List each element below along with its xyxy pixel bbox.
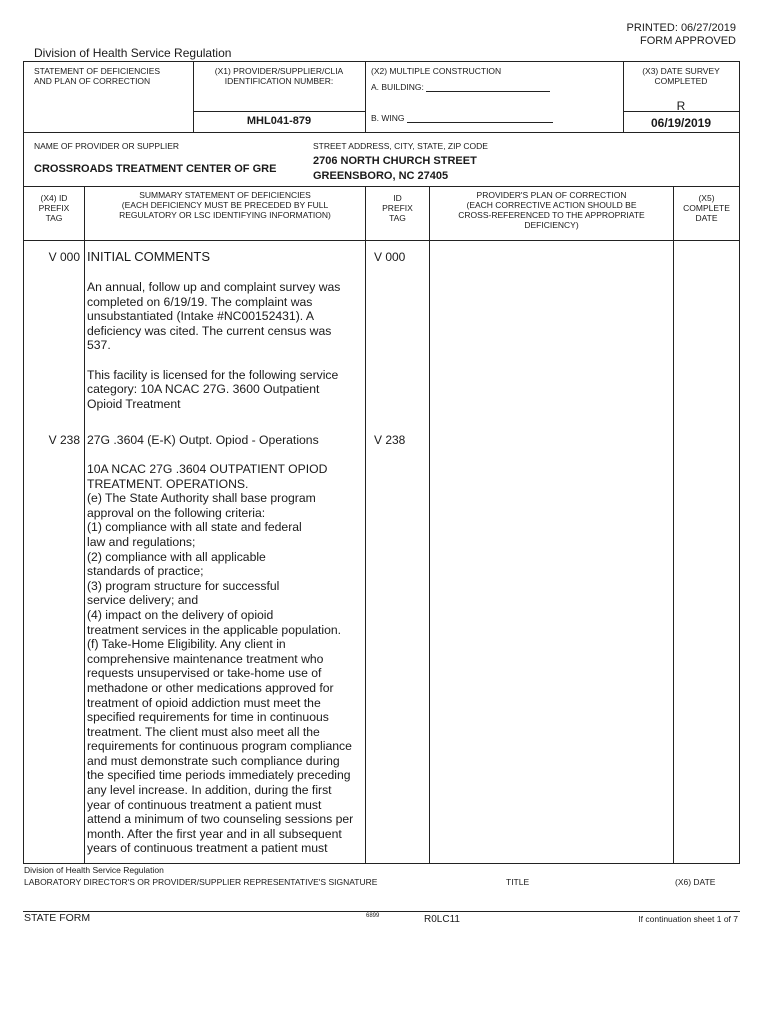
form-code: 6899	[366, 913, 380, 919]
city-state-zip: GREENSBORO, NC 27405	[313, 170, 449, 182]
summary-header: SUMMARY STATEMENT OF DEFICIENCIES (EACH DEFICIENCY MUST BE PRECEDED BY FULL REGULATORY OR LSC IDENTIFYING INFORMATION)	[119, 190, 331, 220]
entry-id-tag: V 000	[374, 250, 406, 264]
provider-id: MHL041-879	[246, 115, 312, 127]
x4-header: (X4) ID PREFIX TAG	[38, 193, 70, 223]
id-header: ID PREFIX TAG	[382, 193, 413, 223]
form-approved: FORM APPROVED	[640, 35, 736, 47]
continuation-note: If continuation sheet 1 of 7	[638, 914, 738, 924]
title-label: TITLE	[506, 877, 530, 887]
sheet-id: R0LC11	[424, 914, 460, 925]
address-label: STREET ADDRESS, CITY, STATE, ZIP CODE	[313, 141, 488, 151]
signature-label: LABORATORY DIRECTOR'S OR PROVIDER/SUPPLIER REPRESENTATIVE'S SIGNATURE	[24, 877, 378, 887]
division-title: Division of Health Service Regulation	[34, 46, 232, 60]
x5-header: (X5) COMPLETE DATE	[683, 193, 730, 223]
footer-division: Division of Health Service Regulation	[24, 865, 164, 875]
state-form: STATE FORM	[24, 912, 91, 924]
entry-text: 10A NCAC 27G .3604 OUTPATIENT OPIOD TREATMENT. OPERATIONS. (e) The State Authority shall base program approval on the following criteria: (1) compliance with all state and federal law and regulations; (2) compliance with all applicable standards of practice; (3) program structure for successful service delivery; and (4) impact on the delivery of opioid treatment services in the applicable population. (f) Take-Home Eligibility. Any client in comprehensive maintenance treatment who requests unsupervised or take-home use of methadone or other medications approved for treatment of opioid addiction must meet the specified requirements for time in continuous treatment. The client must also meet all the requirements for continuous program compliance and must demonstrate such compliance during the specified time periods immediately preceding any level increase. In addition, during the first year of continuous treatment a patient must attend a minimum of two counseling sessions per month. After the first year and in all subsequent years of continuous treatment a patient must	[87, 462, 354, 856]
building-field	[426, 82, 550, 92]
provider-name-label: NAME OF PROVIDER OR SUPPLIER	[34, 141, 179, 151]
x6-date-label: (X6) DATE	[675, 877, 716, 887]
street-address: 2706 NORTH CHURCH STREET	[313, 155, 477, 167]
x1-label: (X1) PROVIDER/SUPPLIER/CLIA IDENTIFICATION NUMBER:	[214, 66, 344, 86]
x3-r: R	[676, 99, 686, 113]
provider-name: CROSSROADS TREATMENT CENTER OF GRE	[34, 163, 277, 175]
x3-label: (X3) DATE SURVEY COMPLETED	[642, 66, 720, 86]
entry-title: INITIAL COMMENTS	[87, 249, 211, 264]
x2-label: (X2) MULTIPLE CONSTRUCTION	[371, 66, 502, 76]
entry-text: An annual, follow up and complaint survey was completed on 6/19/19. The complaint was unsubstantiated (Intake #NC00152431). A deficiency was cited. The current census was 537. This facility is licensed for the following service category: 10A NCAC 27G. 3600 Outpatient Opioid Treatment	[87, 280, 341, 411]
wing-label: B. WING	[371, 113, 405, 123]
entry-tag: V 000	[48, 250, 80, 264]
entry-title: 27G .3604 (E-K) Outpt. Opiod - Operations	[87, 433, 319, 447]
plan-header: PROVIDER'S PLAN OF CORRECTION (EACH CORRECTIVE ACTION SHOULD BE CROSS-REFERENCED TO THE APPROPRIATE DEFICIENCY)	[458, 190, 645, 230]
entry-tag: V 238	[48, 433, 80, 447]
printed-date: PRINTED: 06/27/2019	[626, 22, 736, 34]
wing-field	[407, 113, 553, 123]
entry-id-tag: V 238	[374, 433, 406, 447]
statement-label: STATEMENT OF DEFICIENCIES AND PLAN OF CORRECTION	[34, 66, 161, 86]
survey-date: 06/19/2019	[650, 116, 712, 130]
building-label: A. BUILDING:	[371, 82, 424, 92]
